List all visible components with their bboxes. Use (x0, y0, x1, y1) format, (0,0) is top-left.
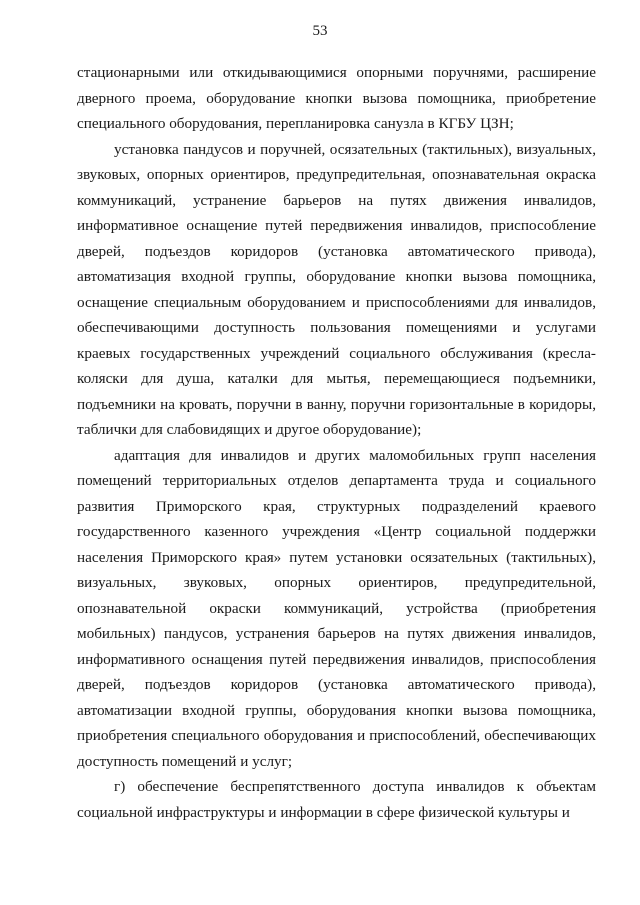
paragraph-item-g: г) обеспечение беспрепятственного доступа инвалидов к объектам социальной инфраструктуры и информации в сфере физической культуры и (77, 778, 596, 821)
paragraph-continuation: стационарными или откидывающимися опорными поручнями, расширение дверного проема, оборудование кнопки вызова помощника, приобретение специального оборудования, перепланировка санузла в КГБУ ЦЗН; (77, 64, 596, 132)
paragraph-ramps-handrails: установка пандусов и поручней, осязательных (тактильных), визуальных, звуковых, опорных ориентиров, предупредительная, опознавательная окраска коммуникаций, устранение барьеров на путях движения инвалидов, информативное оснащение путей передвижения инвалидов, приспособление дверей, подъездов коридоров (установка автоматического привода), автоматизация входной группы, оборудование кнопки вызова помощника, оснащение специальным оборудованием и приспособлениями для инвалидов, обеспечивающими доступность пользования помещениями и услугами краевых государственных учреждений социального обслуживания (кресла-коляски для душа, каталки для мытья, перемещающиеся подъемники, подъемники на кровать, поручни в ванну, поручни горизонтальные в коридоры, таблички для слабовидящих и другое оборудование); (77, 140, 596, 438)
paragraph-adaptation-premises: адаптация для инвалидов и других маломобильных групп населения помещений территориальных отделов департамента труда и социального развития Приморского края, структурных подразделений краевого государственного казенного учреждения «Центр социальной поддержки населения Приморского края» путем установки осязательных (тактильных), визуальных, звуковых, опорных ориентиров, предупредительной, опознавательной окраски коммуникаций, устройства (приобретения мобильных) пандусов, устранения барьеров на путях движения инвалидов, информативного оснащения путей передвижения инвалидов, приспособления дверей, подъездов коридоров (установка автоматического привода), автоматизации входной группы, оборудования кнопки вызова помощника, приобретения специального оборудования и приспособлений, обеспечивающих доступность помещений и услуг; (77, 446, 596, 770)
page-number: 53 (312, 23, 328, 39)
body-text (77, 60, 596, 825)
